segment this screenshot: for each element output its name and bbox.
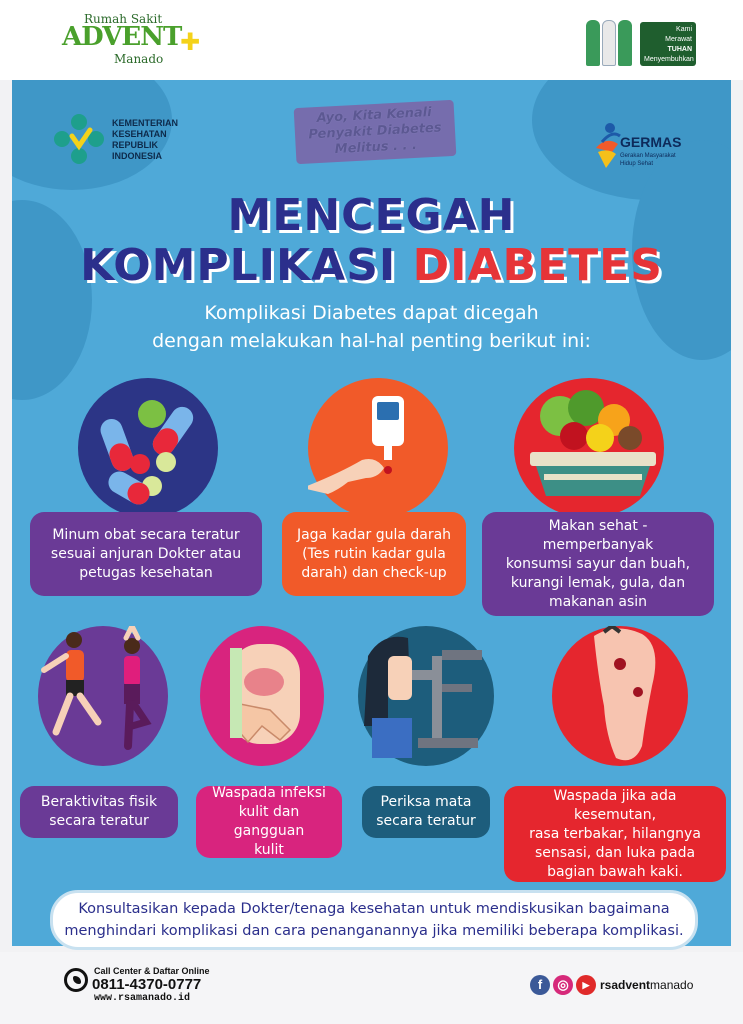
title-word: KOMPLIKASI (80, 240, 397, 291)
tip-text-line: Beraktivitas fisik (40, 794, 158, 810)
tip-text-line: Periksa mata (380, 794, 472, 810)
website-link[interactable]: www.rsamanado.id (94, 993, 191, 1004)
tip-text-line: konsumsi sayur dan buah, (505, 555, 691, 572)
tip-circle (78, 378, 218, 518)
tip-circle (38, 626, 168, 766)
social-handle[interactable] (600, 978, 693, 992)
campaign-tag-line: Penyakit Diabetes (308, 120, 442, 143)
ministry-line: REPUBLIK (112, 140, 159, 150)
campaign-tag-line: Melitus . . . (334, 137, 418, 158)
tip-label (196, 786, 342, 858)
germas-subtitle: Gerakan Masyarakat Hidup Sehat (620, 153, 676, 167)
hospital-small-label: Rumah Sakit (84, 12, 163, 26)
ministry-emblem-icon (52, 112, 106, 166)
youtube-icon[interactable]: ▶ (576, 975, 596, 995)
tip-label (20, 786, 178, 838)
doctor-figure-icon (586, 20, 600, 66)
consultation-line: Konsultasikan kepada Dokter/tenaga kesehatan untuk mendiskusikan bagaimana (78, 901, 670, 917)
tip-circle (358, 626, 494, 766)
ministry-logo (52, 110, 192, 180)
tip-text-line: secara teratur (376, 813, 476, 829)
title-line-2 (12, 240, 731, 291)
skin-scratch-icon (200, 626, 324, 766)
tip-text-line: Makan sehat - memperbanyak (542, 517, 654, 553)
campaign-tag-line: Ayo, Kita Kenali (316, 105, 433, 127)
tip-circle (200, 626, 324, 766)
eye-exam-icon (358, 626, 494, 766)
tip-text-line: darah) dan check-up (301, 564, 447, 581)
ministry-line: KEMENTERIAN (112, 118, 179, 128)
glucose-meter-icon (308, 378, 448, 518)
intro-line-1: Komplikasi Diabetes dapat dicegah (204, 302, 539, 324)
facebook-icon[interactable]: f (530, 975, 550, 995)
tip-label (282, 512, 466, 596)
tip-text-line: Minum obat secara teratur (52, 526, 240, 543)
whatsapp-icon[interactable] (64, 968, 88, 992)
tip-label (362, 786, 490, 838)
header-bar (0, 0, 743, 80)
tip-label (30, 512, 262, 596)
motto-line: TUHAN (667, 46, 692, 53)
instagram-icon[interactable]: ◎ (553, 975, 573, 995)
germas-name: GERMAS (620, 134, 682, 150)
title-highlight-word: DIABETES (412, 240, 663, 291)
tip-text-line: bagian bawah kaki. (547, 863, 683, 880)
intro-line-2: dengan melakukan hal-hal penting berikut ini: (152, 330, 591, 352)
callcenter-phone[interactable]: 0811-4370-0777 (92, 976, 202, 993)
tip-text-line: Jaga kadar gula darah (296, 526, 452, 543)
poster-panel (12, 80, 731, 946)
hospital-name: ADVENT (62, 22, 182, 52)
germas-figure-icon (592, 122, 622, 172)
hospital-logo (62, 12, 212, 68)
pills-icon (78, 378, 218, 518)
hospital-city: Manado (114, 52, 164, 66)
exercise-icon (38, 626, 168, 766)
germas-logo (592, 116, 702, 176)
motto-box (640, 22, 696, 66)
motto-line: Merawat (665, 36, 692, 43)
motto-line: Kami (676, 26, 692, 33)
nurse-figure-icon (618, 20, 632, 66)
tip-label (504, 786, 726, 882)
tip-text-line: Waspada jika ada kesemutan, (553, 787, 677, 823)
tip-circle (308, 378, 448, 518)
ministry-line: INDONESIA (112, 151, 163, 161)
tip-label (482, 512, 714, 616)
doctor-figure-icon (602, 20, 616, 66)
title-line-1: MENCEGAH (227, 190, 516, 241)
tip-text-line: makanan asin (548, 593, 648, 610)
tip-text-line: kulit (254, 842, 284, 858)
social-handle-bold: rsadvent (600, 978, 651, 992)
cross-icon: ✚ (180, 28, 201, 56)
tip-text-line: sesuai anjuran Dokter atau (50, 545, 242, 562)
motto-logo (584, 14, 696, 72)
campaign-tag (294, 100, 457, 164)
consultation-line: menghindari komplikasi dan cara penanganannya jika memiliki beberapa komplikasi. (64, 923, 684, 939)
footer-bar (0, 952, 743, 1024)
ministry-line: KESEHATAN (112, 129, 167, 139)
callcenter-label: Call Center & Daftar Online (94, 966, 210, 976)
foot-wound-icon (552, 626, 688, 766)
tip-text-line: rasa terbakar, hilangnya (529, 825, 701, 842)
tip-text-line: kulit dan gangguan (233, 804, 305, 839)
tip-circle (552, 626, 688, 766)
tip-text-line: kurangi lemak, gula, dan (510, 574, 686, 591)
social-handle-thin: manado (650, 978, 694, 992)
tip-text-line: secara teratur (49, 813, 149, 829)
tip-text-line: (Tes rutin kadar gula (302, 545, 446, 562)
fruit-bowl-icon (514, 378, 664, 518)
consultation-note (50, 890, 698, 950)
tip-text-line: sensasi, dan luka pada (534, 844, 696, 861)
tip-text-line: Waspada infeksi (212, 785, 326, 801)
tip-circle (514, 378, 664, 518)
motto-line: Menyembuhkan (644, 56, 694, 63)
tip-text-line: petugas kesehatan (79, 564, 213, 581)
